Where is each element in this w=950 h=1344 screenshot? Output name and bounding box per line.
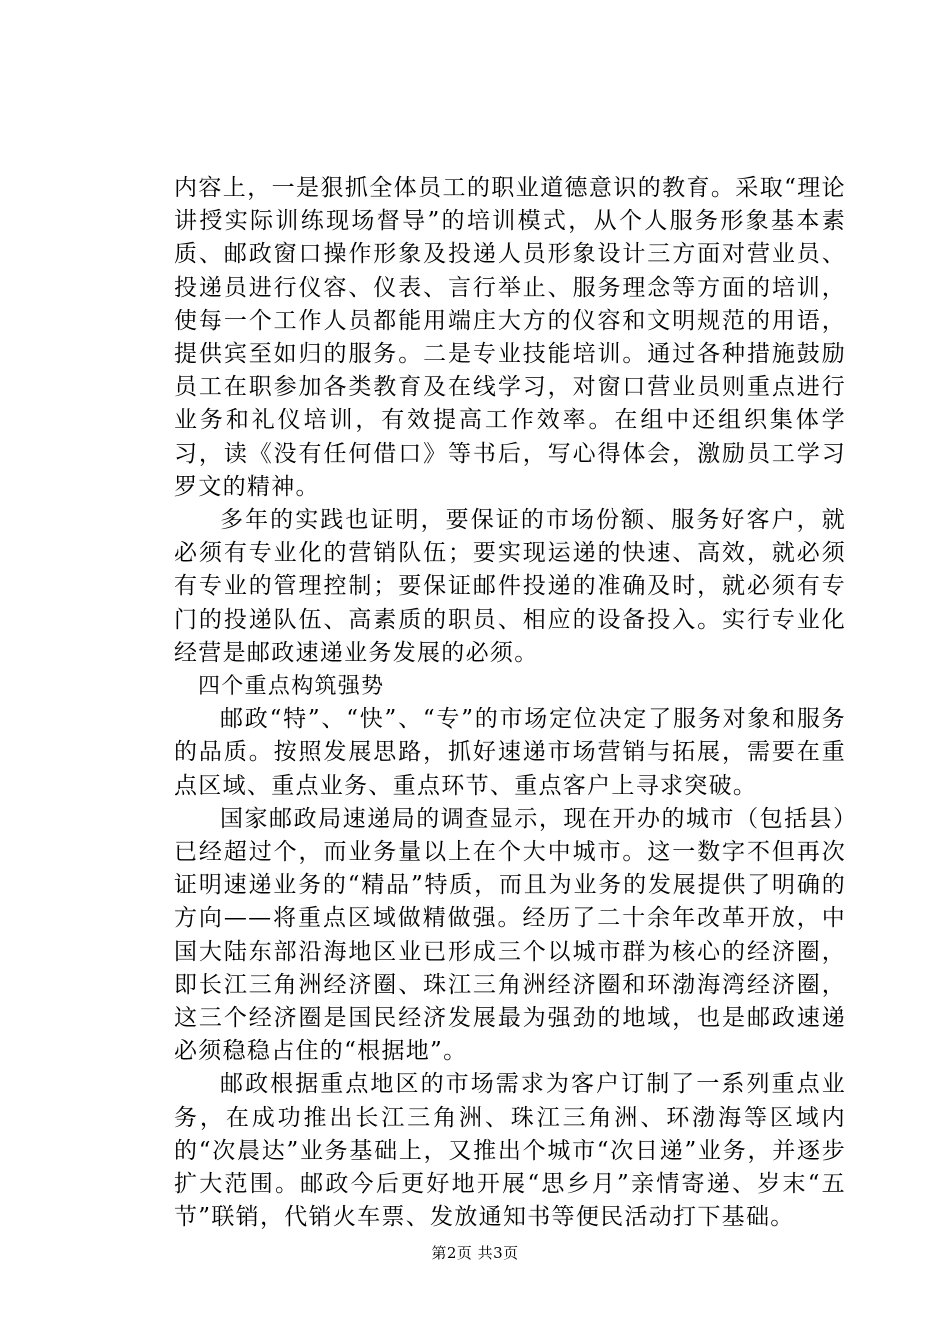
- paragraph-market-positioning: 邮政“特”、“快”、“专”的市场定位决定了服务对象和服务的品质。按照发展思路，抓好速递市场营销与拓展，需要在重点区域、重点业务、重点环节、重点客户上寻求突破。: [174, 706, 846, 799]
- paragraph-practice-proof: 多年的实践也证明，要保证的市场份额、服务好客户，就必须有专业化的营销队伍；要实现运递的快速、高效，就必须有专业的管理控制；要保证邮件投递的准确及时，就必须有专门的投递队伍、高素质的职员、相应的设备投入。实行专业化经营是邮政速递业务发展的必须。: [174, 507, 846, 666]
- document-body: [174, 172, 846, 1235]
- paragraph-survey-regions: 国家邮政局速递局的调查显示，现在开办的城市（包括县）已经超过个，而业务量以上在个大中城市。这一数字不但再次证明速递业务的“精品”特质，而且为业务的发展提供了明确的方向——将重点区域做精做强。经历了二十余年改革开放，中国大陆东部沿海地区业已形成三个以城市群为核心的经济圈，即长江三角洲经济圈、珠江三角洲经济圈和环渤海湾经济圈，这三个经济圈是国民经济发展最为强劲的地域，也是邮政速递必须稳稳占住的“根据地”。: [174, 805, 846, 1065]
- paragraph-training-content: 内容上，一是狠抓全体员工的职业道德意识的教育。采取“理论讲授实际训练现场督导”的培训模式，从个人服务形象基本素质、邮政窗口操作形象及投递人员形象设计三方面对营业员、投递员进行仪容、仪表、言行举止、服务理念等方面的培训，使每一个工作人员都能用端庄大方的仪容和文明规范的用语，提供宾至如归的服务。二是专业技能培训。通过各种措施鼓励员工在职参加各类教育及在线学习，对窗口营业员则重点进行业务和礼仪培训，有效提高工作效率。在组中还组织集体学习，读《没有任何借口》等书后，写心得体会，激励员工学习罗文的精神。: [174, 175, 846, 500]
- section-heading: 四个重点构筑强势: [198, 674, 385, 700]
- page-number-footer: 第2页 共3页: [431, 1244, 519, 1262]
- paragraph-key-services: 邮政根据重点地区的市场需求为客户订制了一系列重点业务，在成功推出长江三角洲、珠江三角洲、环渤海等区域内的“次晨达”业务基础上，又推出个城市“次日递”业务，并逐步扩大范围。邮政今后更好地开展“思乡月”亲情寄递、岁末“五节”联销，代销火车票、发放通知书等便民活动打下基础。: [174, 1071, 846, 1231]
